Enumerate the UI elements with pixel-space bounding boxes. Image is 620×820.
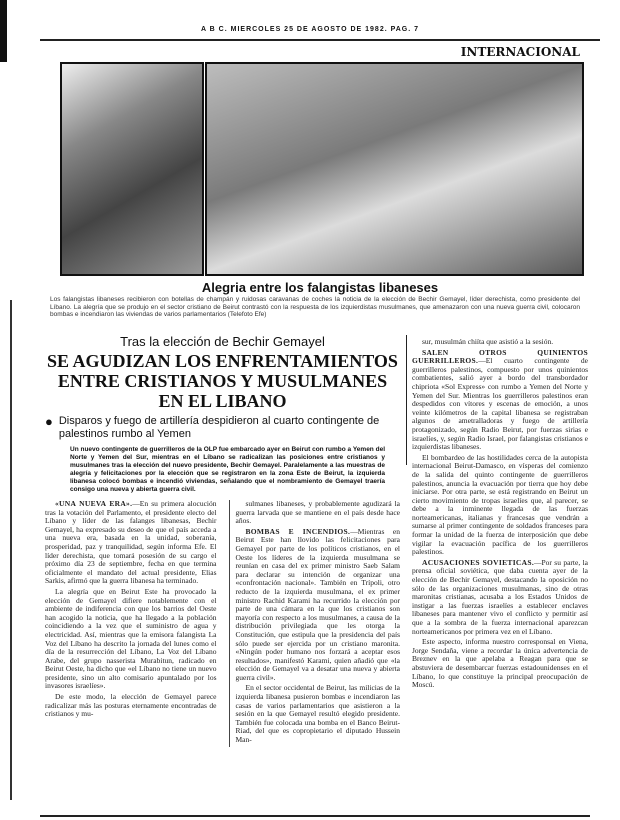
masthead-rule	[40, 39, 600, 41]
body-column-2	[229, 500, 401, 747]
photo-left	[60, 62, 204, 276]
paragraph-text: —Por su parte, la prensa oficial soviética, que daba cuenta ayer de la elección de Bechir Gemayel, destacando la oposición no sólo de las organizaciones musulmanas, sino de otras maronitas cristianas, acusaba a los Estados Unidos de instigar a las fuerzas israelíes a establecer enclaves libaneses para mantener vivo el conflicto y permitir así que a la sombra de la fuerza internacional aparezcan norteamericanos por primera vez en el Líbano.	[412, 557, 588, 636]
article-headline: SE AGUDIZAN LOS ENFRENTAMIENTOS ENTRE CRISTIANOS Y MUSULMANES EN EL LIBANO	[47, 351, 398, 411]
article-main	[45, 334, 400, 747]
paragraph-text: Este aspecto, informa nuestro corresponsal en Viena, Jorge Sendaña, viene a recordar la única advertencia de Breznev en la que apelaba a Reagan para que se abstuviera de desembarcar fuerzas estadounidenses en el Líbano, lo que constituye la principal preocupación de Moscú.	[412, 637, 588, 690]
paragraph-lead-in: ACUSACIONES SOVIETICAS.	[422, 557, 535, 567]
paragraph	[412, 338, 588, 347]
photo-right	[205, 62, 584, 276]
scan-edge-line	[10, 300, 12, 800]
section-label: INTERNACIONAL	[460, 45, 580, 59]
paragraph-text: En el sector occidental de Beirut, las milicias de la izquierda libanesa pusieron bombas e incendiaron las casas de varios parlamentarios que asistieron a la sesión en la que Gemayel resultó elegido presidente. También fue colocada una bomba en el Banco Beirut-Riad, del que es copropietario el diputado Hussein Man-	[235, 683, 400, 745]
article-subheadline	[45, 415, 400, 441]
paragraph-text: El bombardeo de las hostilidades cerca de la autopista internacional Beirut-Damasco, en vísperas del comienzo de la salida del quinto contingente de guerrilleros palestinos, anuncia la evacuación por tierra que hoy debe iniciarse. Por otra parte, se está registrando en Beirut un cierto movimiento de tropas israelíes que, al parecer, se debe a la inminente llegada de las fuerzas norteamericanas, italianas y francesas que vendrán a sumarse al primer contingente de soldados franceses para formar la unidad de la fuerza de interposición que debe vigilar la evacuación pacífica de los guerrilleros palestinos.	[412, 452, 588, 557]
bullet-icon: ●	[45, 414, 53, 429]
paragraph	[236, 500, 401, 526]
paragraph-text: La alegría que en Beirut Este ha provocado la elección de Gemayel difiere notablemente con el ambiente de indiferencia con que los barrios del Oeste han acogido la noticia, que ha llegado a la población coincidiendo a la vez que el suministro de agua y electricidad. Así, mientras que la emisora falangista La Voz del Líbano ha descrito la jornada del lunes como el día de la resurrección del Líbano, La Voz del Líbano Arabe, del grupo nasserista Murabitun, radicado en Beirut Oeste, ha dicho que «el Líbano no tiene un nuevo presidente, sino un alto comisario apuntalado por los invasores israelíes».	[45, 586, 217, 691]
article-lead: Un nuevo contingente de guerrilleros de la OLP fue embarcado ayer en Beirut con rumbo a Yemen del Norte y Yemen del Sur, mientras en el Líbano se radicalizan las posiciones entre cristianos y musulmanes tras la elección del nuevo presidente, Bechir Gemayel. Paralelamente a las muestras de alegría y felicitaciones por la elección que se registraron en la zona Este de Beirut, la izquierda libanesa colocó bombas e incendió viviendas, señalando que el nombramiento de Gemayel traería consigo una nueva y abierta guerra civil.	[70, 446, 385, 493]
body-column-1	[45, 500, 217, 747]
subheadline-text: Disparos y fuego de artillería despidieron al cuarto contingente de palestinos rumbo al Yemen	[58, 415, 380, 440]
paragraph-text: —En su primera alocución tras la votación del Parlamento, el presidente electo del Líbano y líder de las falanges libanesas, Bechir Gemayel, ha expresado su deseo de que el país acceda a una nueva era, basada en la unidad, soberanía, prosperidad, paz y tranquilidad, según informa Efe. El líder derechista, que tomará posesión de su cargo el próximo día 23 de septiembre, fecha en que termina oficialmente el mandato del actual presidente, Elias Sarkis, afirmó que la guerra libanesa ha terminado.	[45, 499, 217, 586]
masthead: A B C. MIERCOLES 25 DE AGOSTO DE 1982. PAG. 7	[200, 26, 420, 33]
paragraph-lead-in: SALEN OTROS QUINIENTOS GUERRILLEROS.	[412, 347, 588, 366]
paragraph-text: sur, musulmán chiíta que asistió a la sesión.	[422, 337, 554, 346]
paragraph-text: —El cuarto contingente de guerrilleros palestinos, compuesto por unos quinientos combatientes, salió ayer a bordo del transbordador chipriota «Sol Express» con rumbo a Yemen del Norte y Yemen del Sur. Mientras los guerrilleros palestinos eran despedidos con vítores y escenas de emoción, a unos veinte kilómetros de la capital libanesa se registraban algunos de ametralladoras y fuego de artillería protagonizado, según Radio Beirut, por fuerzas sirias e israelíes, y, según Radio Israel, por falangistas cristianos e izquierdistas libaneses.	[412, 356, 588, 452]
paragraph	[236, 684, 401, 744]
footer-rule	[40, 815, 590, 817]
paragraph	[412, 349, 588, 452]
paragraph-text: —Mientras en Beirut Este han llovido las felicitaciones para Gemayel por parte de los políticos cristianos, en el Oeste los líderes de la izquierda musulmana se reunían en casa del ex primer ministro Saeb Salam para declarar su intención de organizar una «confrontación nacional». También en Trípoli, otro reducto de la izquierda musulmana, el ex primer ministro Rachid Karami ha recurrido la elección por parte de una cámara en la que los cristianos son mayoría con respecto a los musulmanes, a causa de la distribución privilegiada que les otorga la Constitución, que estipula que la presidencia del país sólo puede ser ejercida por un cristiano maronita. «Ningún poder humano nos forzará a aceptar esos resultados», manifestó Karami, quien añadió que «la elección de Gemayel va a desatar una nueva y abierta guerra civil».	[235, 526, 400, 682]
article-kicker: Tras la elección de Bechir Gemayel	[120, 334, 325, 349]
paragraph	[412, 638, 588, 690]
paragraph	[45, 693, 217, 719]
body-column-3	[412, 338, 588, 692]
body-columns	[45, 500, 400, 747]
paragraph-lead-in: «UNA NUEVA ERA».	[55, 499, 133, 508]
paragraph-text: sulmanes libaneses, y probablemente agudizará la guerra larvada que se mantiene en el país desde hace años.	[235, 499, 400, 526]
paragraph	[45, 500, 217, 586]
paragraph-lead-in: BOMBAS E INCENDIOS.	[245, 526, 351, 536]
column-divider	[406, 335, 407, 465]
paragraph	[45, 588, 217, 691]
paragraph	[236, 528, 401, 683]
paragraph	[412, 454, 588, 557]
photo-caption-text: Los falangistas libaneses recibieron con botellas de champán y ruidosas caravanas de coches la noticia de la elección de Bechir Gemayel, líder derechista, como presidente del Líbano. La alegría que se produjo en el sector cristiano de Beirut contrastó con la respuesta de los izquierdistas musulmanes, que amenazaron con una nueva guerra civil, colocaron bombas e incendiaron las viviendas de varios parlamentarios (Telefoto Efe)	[50, 296, 580, 319]
photo-caption-title: Alegria entre los falangistas libaneses	[201, 280, 439, 295]
paragraph-text: De este modo, la elección de Gemayel parece radicalizar más las posturas eternamente encontradas de cristianos y mu-	[45, 692, 217, 719]
paragraph	[412, 559, 588, 636]
